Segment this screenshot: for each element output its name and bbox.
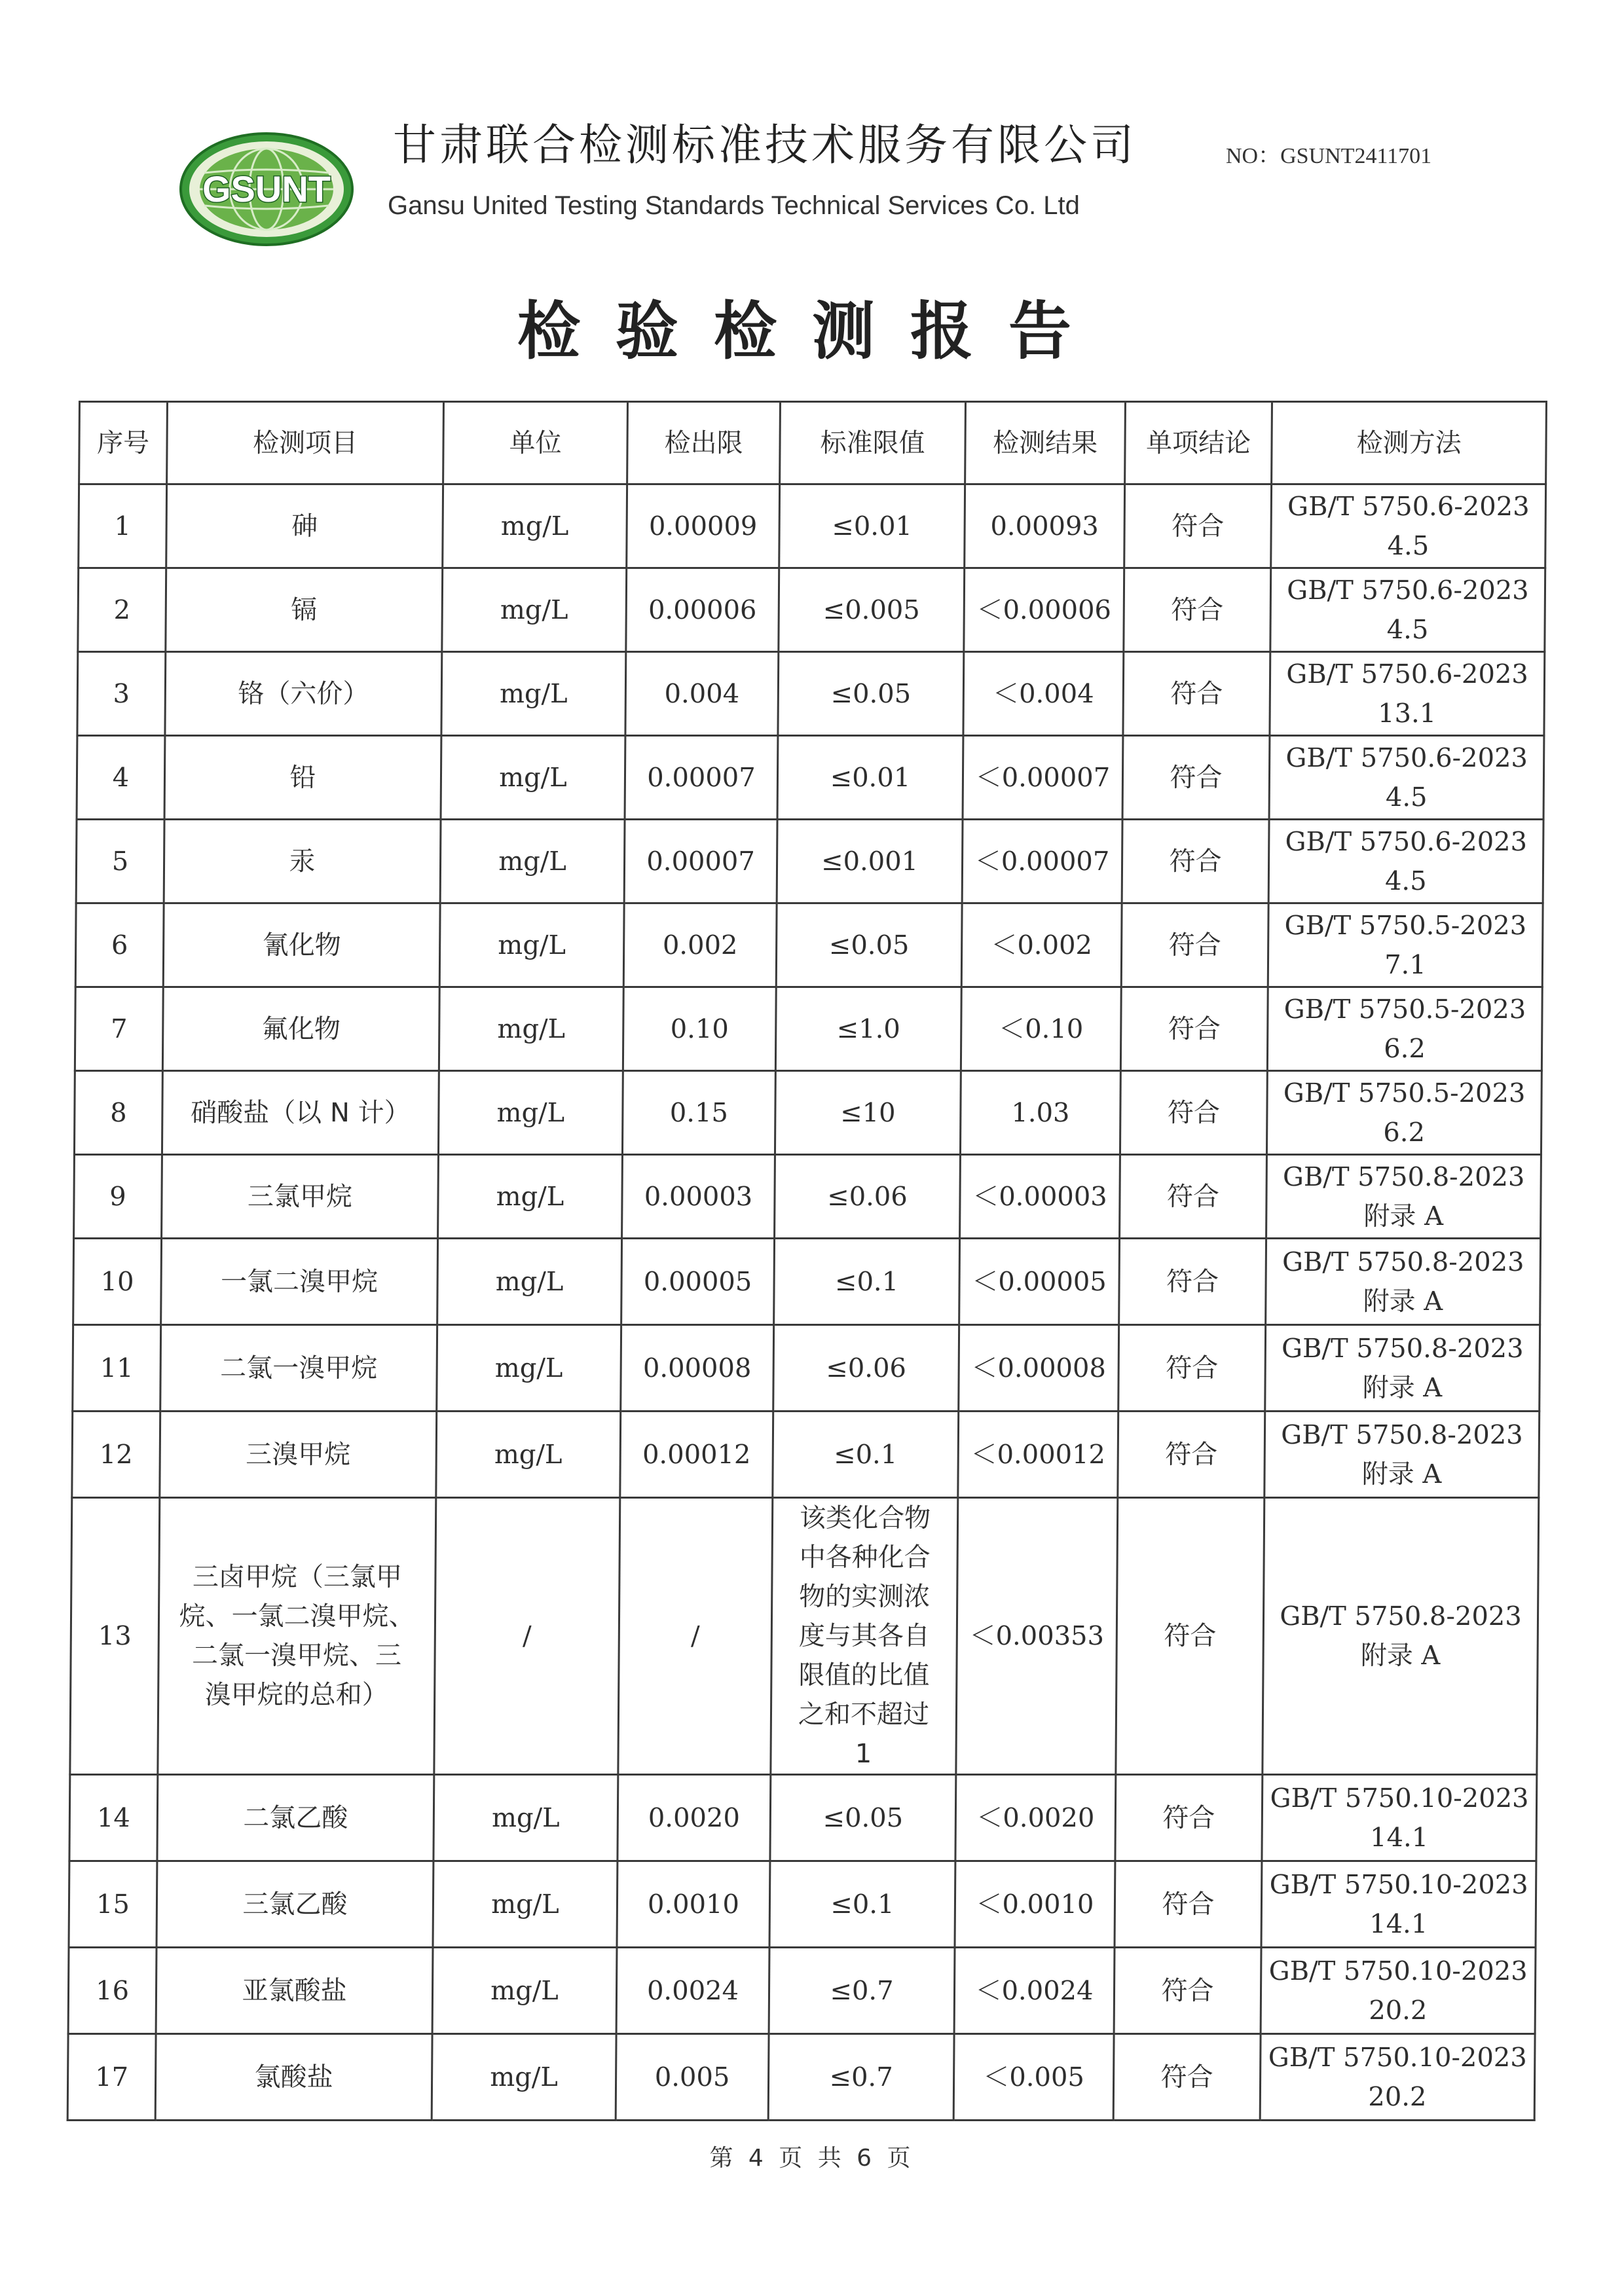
cell-item: 亚氯酸盐 [156,1948,433,2034]
cell-result: ＜0.002 [961,903,1122,987]
cell-standard-limit: ≤0.06 [773,1325,959,1412]
cell-conclusion: 符合 [1120,1071,1267,1155]
cell-no: 5 [76,820,164,903]
cell-item: 氰化物 [163,903,440,987]
cell-no: 3 [77,652,166,736]
table-row [78,568,1545,652]
cell-detection-limit: 0.00007 [624,820,777,903]
table-row [67,2034,1535,2121]
logo-text: GSUNT [202,168,331,210]
cell-unit: mg/L [442,568,627,652]
cell-standard-limit: ≤0.005 [779,568,965,652]
cell-conclusion: 符合 [1122,736,1270,820]
cell-standard-limit: ≤0.01 [779,484,965,568]
cell-conclusion: 符合 [1124,484,1272,568]
cell-item: 三溴甲烷 [160,1412,437,1498]
cell-method: GB/T 5750.10-2023 20.2 [1261,1948,1536,2034]
cell-item: 铬（六价） [165,652,442,736]
cell-detection-limit: 0.00008 [621,1325,774,1412]
cell-standard-limit: ≤0.7 [768,2034,954,2121]
cell-method: GB/T 5750.8-2023 附录 A [1264,1412,1540,1498]
cell-result: ＜0.00012 [958,1412,1118,1498]
cell-conclusion: 符合 [1116,1498,1264,1775]
table-row [79,484,1546,568]
cell-method: GB/T 5750.5-2023 6.2 [1266,1071,1541,1155]
cell-detection-limit: 0.10 [623,987,776,1071]
cell-method: GB/T 5750.6-2023 4.5 [1270,568,1545,652]
cell-result: ＜0.00007 [963,736,1123,820]
cell-unit: mg/L [443,484,627,568]
cell-no: 13 [70,1498,160,1775]
cell-detection-limit: 0.00007 [625,736,778,820]
cell-standard-limit: ≤0.05 [770,1775,956,1861]
cell-conclusion: 符合 [1122,820,1269,903]
cell-detection-limit: / [618,1498,773,1775]
cell-no: 15 [69,1861,157,1948]
cell-unit: mg/L [440,820,625,903]
cell-item: 三氯甲烷 [162,1155,439,1239]
cell-detection-limit: 0.15 [622,1071,775,1155]
cell-conclusion: 符合 [1115,1775,1263,1861]
cell-standard-limit: ≤0.05 [778,652,964,736]
table-header-row [79,402,1547,484]
cell-method: GB/T 5750.8-2023 附录 A [1265,1325,1540,1412]
cell-result: ＜0.0020 [955,1775,1116,1861]
cell-result: ＜0.10 [961,987,1121,1071]
cell-result: 1.03 [960,1071,1120,1155]
cell-conclusion: 符合 [1119,1239,1266,1325]
table-row [75,987,1542,1071]
company-logo [178,131,355,247]
cell-conclusion: 符合 [1120,987,1268,1071]
cell-method: GB/T 5750.8-2023 附录 A [1266,1155,1541,1239]
cell-result: 0.00093 [965,484,1125,568]
company-name-cn: 甘肃联合检测标准技术服务有限公司 [393,120,1137,170]
cell-method: GB/T 5750.10-2023 20.2 [1260,2034,1535,2121]
cell-method: GB/T 5750.6-2023 4.5 [1268,820,1543,903]
cell-item: 二氯乙酸 [157,1775,434,1861]
cell-unit: mg/L [441,736,625,820]
cell-unit: / [434,1498,620,1775]
cell-no: 4 [77,736,165,820]
cell-method: GB/T 5750.6-2023 4.5 [1269,736,1544,820]
header-conclusion: 单项结论 [1125,402,1272,484]
table-row [74,1071,1541,1155]
cell-result: ＜0.00007 [962,820,1122,903]
cell-no: 7 [75,987,163,1071]
cell-unit: mg/L [438,1071,623,1155]
cell-no: 17 [67,2034,156,2121]
cell-item: 汞 [164,820,441,903]
cell-no: 8 [74,1071,162,1155]
cell-method: GB/T 5750.6-2023 13.1 [1270,652,1545,736]
cell-standard-limit: ≤0.1 [774,1239,960,1325]
cell-item: 三卤甲烷（三氯甲 烷、一氯二溴甲烷、 二氯一溴甲烷、三 溴甲烷的总和） [158,1498,436,1775]
cell-method: GB/T 5750.8-2023 附录 A [1266,1239,1541,1325]
cell-detection-limit: 0.0010 [617,1861,770,1948]
cell-no: 16 [68,1948,157,2034]
cell-item: 三氯乙酸 [157,1861,434,1948]
table-row [74,1155,1541,1239]
cell-result: ＜0.0024 [954,1948,1115,2034]
cell-result: ＜0.00003 [960,1155,1120,1239]
cell-unit: mg/L [441,652,626,736]
cell-unit: mg/L [438,1155,623,1239]
header-item: 检测项目 [167,402,444,484]
table-row [77,652,1545,736]
cell-result: ＜0.00008 [959,1325,1119,1412]
cell-conclusion: 符合 [1118,1325,1266,1412]
cell-detection-limit: 0.0020 [618,1775,771,1861]
cell-item: 氟化物 [162,987,439,1071]
table-row [70,1498,1539,1775]
cell-unit: mg/L [434,1775,618,1861]
cell-conclusion: 符合 [1120,1155,1267,1239]
cell-no: 2 [78,568,166,652]
table-row [73,1325,1540,1412]
header-standard-limit: 标准限值 [780,402,966,484]
cell-item: 一氯二溴甲烷 [161,1239,438,1325]
cell-detection-limit: 0.002 [623,903,777,987]
table-row [77,736,1544,820]
cell-method: GB/T 5750.6-2023 4.5 [1271,484,1546,568]
cell-standard-limit: ≤0.05 [776,903,962,987]
cell-item: 砷 [166,484,443,568]
cell-item: 硝酸盐（以 N 计） [162,1071,439,1155]
table-row [69,1775,1537,1861]
cell-unit: mg/L [436,1412,621,1498]
results-table-wrapper [67,401,1545,2112]
cell-result: ＜0.00353 [956,1498,1118,1775]
cell-detection-limit: 0.0024 [616,1948,769,2034]
cell-conclusion: 符合 [1114,1948,1261,2034]
cell-standard-limit: ≤0.7 [769,1948,955,2034]
table-row [76,820,1543,903]
cell-conclusion: 符合 [1113,2034,1261,2121]
report-title: 检验检测报告 [517,295,1107,368]
cell-standard-limit: ≤0.001 [777,820,963,903]
cell-result: ＜0.005 [953,2034,1114,2121]
report-header [0,0,1624,367]
cell-unit: mg/L [437,1325,621,1412]
cell-result: ＜0.0010 [955,1861,1115,1948]
cell-unit: mg/L [432,2034,616,2121]
cell-detection-limit: 0.00005 [621,1239,775,1325]
cell-no: 14 [69,1775,158,1861]
cell-result: ＜0.004 [963,652,1124,736]
header-method: 检测方法 [1272,402,1547,484]
cell-item: 镉 [166,568,443,652]
cell-method: GB/T 5750.10-2023 14.1 [1261,1861,1536,1948]
cell-standard-limit: ≤0.1 [773,1412,959,1498]
cell-item: 铅 [164,736,441,820]
cell-conclusion: 符合 [1121,903,1268,987]
cell-no: 10 [73,1239,162,1325]
cell-detection-limit: 0.00012 [620,1412,773,1498]
cell-method: GB/T 5750.8-2023 附录 A [1263,1498,1539,1775]
results-table [67,401,1547,2121]
cell-detection-limit: 0.004 [625,652,779,736]
cell-no: 6 [75,903,164,987]
cell-method: GB/T 5750.5-2023 6.2 [1267,987,1542,1071]
cell-conclusion: 符合 [1115,1861,1262,1948]
cell-detection-limit: 0.00003 [622,1155,775,1239]
table-row [75,903,1543,987]
cell-unit: mg/L [432,1948,617,2034]
cell-item: 二氯一溴甲烷 [160,1325,437,1412]
cell-conclusion: 符合 [1124,568,1271,652]
cell-method: GB/T 5750.10-2023 14.1 [1262,1775,1537,1861]
cell-detection-limit: 0.00009 [627,484,780,568]
page-number: 第 4 页 共 6 页 [709,2145,915,2172]
cell-standard-limit: ≤0.1 [769,1861,955,1948]
cell-standard-limit: ≤1.0 [775,987,961,1071]
company-name-en: Gansu United Testing Standards Technical Services Co. Ltd [388,191,1080,220]
cell-result: ＜0.00005 [959,1239,1120,1325]
cell-standard-limit: 该类化合物 中各种化合 物的实测浓 度与其各自 限值的比值 之和不超过 1 [771,1498,958,1775]
cell-standard-limit: ≤0.01 [777,736,963,820]
header-detection-limit: 检出限 [627,402,781,484]
header-result: 检测结果 [965,402,1126,484]
table-row [69,1861,1536,1948]
report-number: NO：GSUNT2411701 [1226,144,1432,168]
cell-unit: mg/L [439,987,623,1071]
cell-standard-limit: ≤10 [775,1071,961,1155]
cell-conclusion: 符合 [1118,1412,1265,1498]
table-row [68,1948,1536,2034]
cell-result: ＜0.00006 [964,568,1124,652]
cell-conclusion: 符合 [1123,652,1270,736]
cell-unit: mg/L [433,1861,618,1948]
cell-unit: mg/L [437,1239,622,1325]
cell-unit: mg/L [439,903,624,987]
cell-no: 9 [74,1155,162,1239]
cell-item: 氯酸盐 [155,2034,432,2121]
cell-detection-limit: 0.005 [616,2034,769,2121]
header-no: 序号 [79,402,168,484]
cell-detection-limit: 0.00006 [626,568,779,652]
cell-method: GB/T 5750.5-2023 7.1 [1268,903,1543,987]
cell-no: 1 [79,484,167,568]
cell-no: 11 [73,1325,161,1412]
header-unit: 单位 [443,402,628,484]
cell-no: 12 [72,1412,160,1498]
cell-standard-limit: ≤0.06 [775,1155,961,1239]
table-row [72,1412,1540,1498]
table-row [73,1239,1541,1325]
